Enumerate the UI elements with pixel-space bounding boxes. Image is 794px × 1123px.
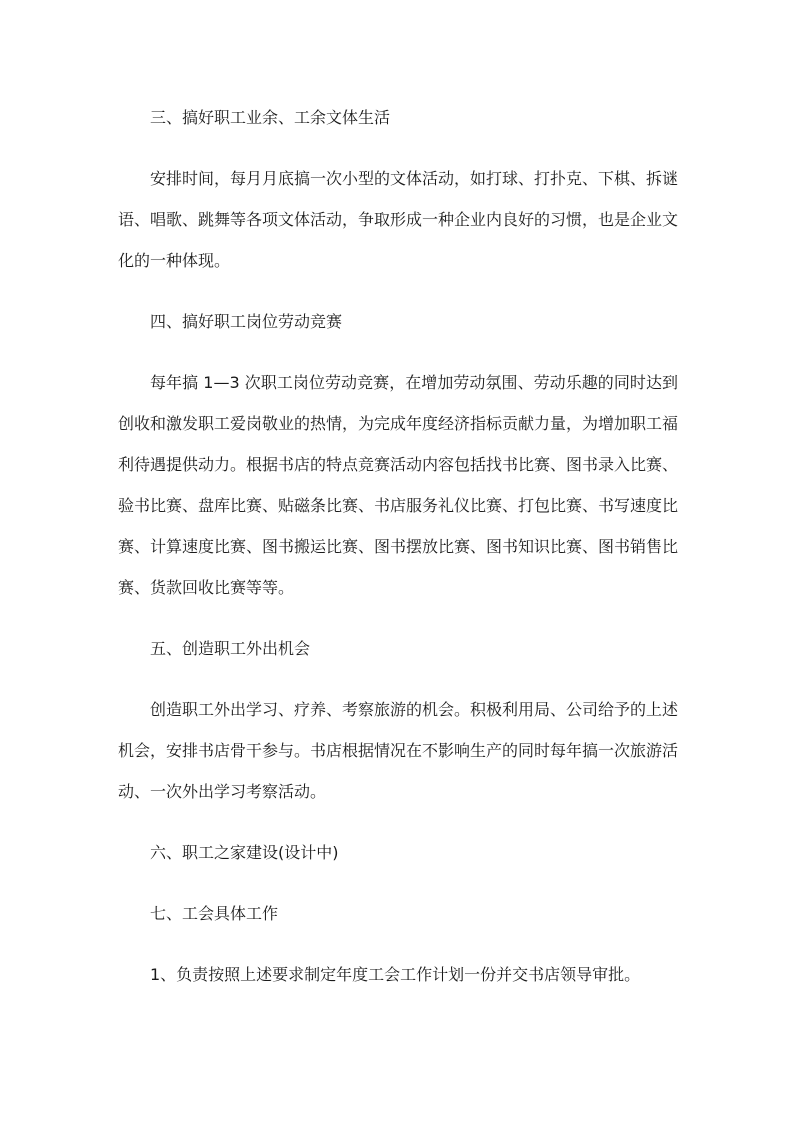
section-paragraph-4: 每年搞 1—3 次职工岗位劳动竞赛，在增加劳动氛围、劳动乐趣的同时达到创收和激发职工爱岗敬业的热情，为完成年度经济指标贡献力量，为增加职工福利待遇提供动力。根据书店的特点竞赛活动内容包括找书比赛、图书录入比赛、验书比赛、盘库比赛、贴磁条比赛、书店服务礼仪比赛、打包比赛、书写速度比赛、计算速度比赛、图书搬运比赛、图书摆放比赛、图书知识比赛、图书销售比赛、货款回收比赛等等。 — [118, 373, 679, 597]
section-heading-7: 七、工会具体工作 — [150, 904, 279, 923]
section-paragraph-5: 创造职工外出学习、疗养、考察旅游的机会。积极利用局、公司给予的上述机会，安排书店骨干参与。书店根据情况在不影响生产的同时每年搞一次旅游活动、一次外出学习考察活动。 — [118, 700, 679, 801]
document-body — [118, 97, 678, 995]
section-heading-3: 三、搞好职工业余、工余文体生活 — [150, 108, 391, 127]
section-heading-4: 四、搞好职工岗位劳动竞赛 — [150, 312, 343, 331]
section-paragraph-3: 安排时间，每月月底搞一次小型的文体活动，如打球、打扑克、下棋、拆谜语、唱歌、跳舞等各项文体活动，争取形成一种企业内良好的习惯，也是企业文化的一种体现。 — [118, 169, 679, 270]
section-heading-5: 五、创造职工外出机会 — [150, 639, 311, 658]
work-item-1: 1、负责按照上述要求制定年度工会工作计划一份并交书店领导审批。 — [150, 965, 641, 984]
section-heading-6: 六、职工之家建设(设计中) — [150, 843, 339, 862]
